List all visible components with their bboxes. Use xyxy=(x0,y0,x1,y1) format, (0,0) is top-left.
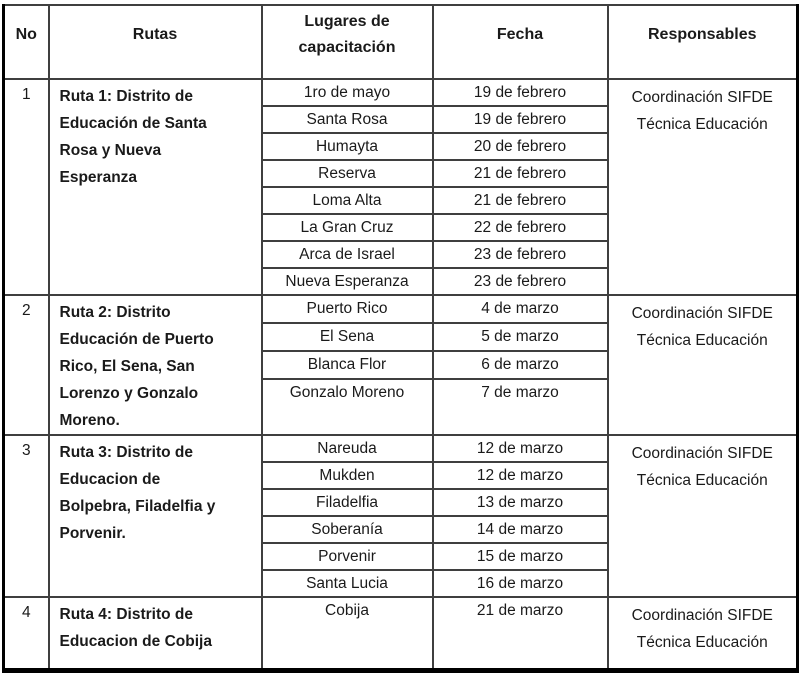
route-line: Rico, El Sena, San xyxy=(59,358,195,375)
date-cell: 6 de marzo xyxy=(433,351,608,379)
date-cell: 19 de febrero xyxy=(433,106,608,133)
training-schedule-table xyxy=(2,4,799,673)
route-line: Educación de Santa xyxy=(59,115,207,132)
place-cell: Humayta xyxy=(262,133,433,160)
route-line: Rosa y Nueva xyxy=(59,142,162,159)
route-line: Ruta 1: Distrito de xyxy=(59,88,193,105)
route-line: Ruta 3: Distrito de xyxy=(59,444,193,461)
date-cell: 23 de febrero xyxy=(433,268,608,295)
date-cell: 7 de marzo xyxy=(433,379,608,435)
date-cell: 21 de febrero xyxy=(433,160,608,187)
column-header-fecha: Fecha xyxy=(433,5,608,79)
route-description xyxy=(49,435,262,597)
responsible-line: Coordinación SIFDE xyxy=(631,89,773,106)
date-cell: 23 de febrero xyxy=(433,241,608,268)
route-line: Lorenzo y Gonzalo xyxy=(59,385,199,402)
responsible-line: Coordinación SIFDE xyxy=(631,305,773,322)
place-cell: Nareuda xyxy=(262,435,433,462)
date-cell: 21 de marzo xyxy=(433,597,608,670)
place-cell: Puerto Rico xyxy=(262,295,433,323)
place-cell: Soberanía xyxy=(262,516,433,543)
route-line: Educacion de Cobija xyxy=(59,633,212,650)
date-cell: 21 de febrero xyxy=(433,187,608,214)
schedule-row xyxy=(4,597,798,670)
place-cell: Filadelfia xyxy=(262,489,433,516)
place-cell: Santa Lucia xyxy=(262,570,433,597)
column-header-lugares xyxy=(262,5,433,79)
place-cell: El Sena xyxy=(262,323,433,351)
date-cell: 14 de marzo xyxy=(433,516,608,543)
route-line: Esperanza xyxy=(59,169,138,186)
route-line: Educacion de xyxy=(59,471,161,488)
schedule-row xyxy=(4,295,798,323)
place-cell: Gonzalo Moreno xyxy=(262,379,433,435)
date-cell: 22 de febrero xyxy=(433,214,608,241)
route-line: Ruta 4: Distrito de xyxy=(59,606,193,623)
schedule-row xyxy=(4,435,798,462)
route-line: Moreno. xyxy=(59,412,120,429)
place-cell: La Gran Cruz xyxy=(262,214,433,241)
route-line: Educación de Puerto xyxy=(59,331,214,348)
responsible-cell xyxy=(608,79,798,295)
date-cell: 12 de marzo xyxy=(433,435,608,462)
header-row xyxy=(4,5,798,79)
responsible-line: Técnica Educación xyxy=(636,116,768,133)
route-line: Ruta 2: Distrito xyxy=(59,304,171,321)
place-cell: Porvenir xyxy=(262,543,433,570)
date-cell: 16 de marzo xyxy=(433,570,608,597)
responsible-line: Coordinación SIFDE xyxy=(631,445,773,462)
route-number: 1 xyxy=(4,79,49,295)
place-cell: Loma Alta xyxy=(262,187,433,214)
place-cell: Nueva Esperanza xyxy=(262,268,433,295)
place-cell: Mukden xyxy=(262,462,433,489)
place-cell: Reserva xyxy=(262,160,433,187)
place-cell: 1ro de mayo xyxy=(262,79,433,106)
column-header-lugares-line: Lugares de xyxy=(304,13,390,30)
route-line: Bolpebra, Filadelfia y xyxy=(59,498,216,515)
route-description xyxy=(49,79,262,295)
responsible-cell xyxy=(608,597,798,670)
responsible-cell xyxy=(608,435,798,597)
route-description xyxy=(49,597,262,670)
route-line: Porvenir. xyxy=(59,525,126,542)
place-cell: Blanca Flor xyxy=(262,351,433,379)
date-cell: 5 de marzo xyxy=(433,323,608,351)
date-cell: 15 de marzo xyxy=(433,543,608,570)
responsible-line: Técnica Educación xyxy=(636,332,768,349)
date-cell: 4 de marzo xyxy=(433,295,608,323)
place-cell: Cobija xyxy=(262,597,433,670)
date-cell: 13 de marzo xyxy=(433,489,608,516)
responsible-line: Técnica Educación xyxy=(636,634,768,651)
column-header-lugares-line: capacitación xyxy=(298,39,396,56)
column-header-rutas: Rutas xyxy=(49,5,262,79)
place-cell: Santa Rosa xyxy=(262,106,433,133)
responsible-line: Coordinación SIFDE xyxy=(631,607,773,624)
column-header-responsables: Responsables xyxy=(608,5,798,79)
route-number: 4 xyxy=(4,597,49,670)
date-cell: 20 de febrero xyxy=(433,133,608,160)
responsible-line: Técnica Educación xyxy=(636,472,768,489)
schedule-row xyxy=(4,79,798,106)
column-header-no: No xyxy=(4,5,49,79)
place-cell: Arca de Israel xyxy=(262,241,433,268)
route-description xyxy=(49,295,262,435)
date-cell: 19 de febrero xyxy=(433,79,608,106)
route-number: 2 xyxy=(4,295,49,435)
route-number: 3 xyxy=(4,435,49,597)
date-cell: 12 de marzo xyxy=(433,462,608,489)
responsible-cell xyxy=(608,295,798,435)
